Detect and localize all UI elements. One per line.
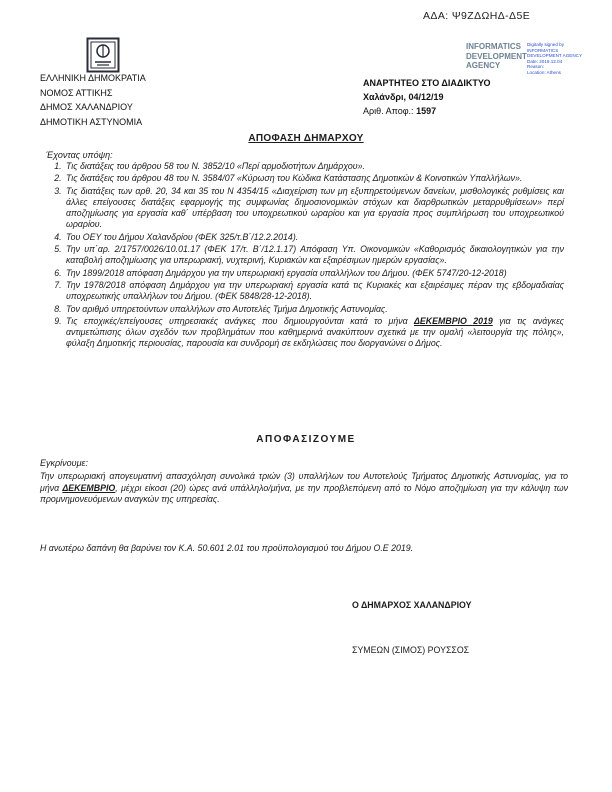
item-text: Του ΟΕΥ του Δήμου Χαλανδρίου (ΦΕΚ 325/τ.Β΄/12.2.2014). xyxy=(66,231,299,242)
item-text: Τις διατάξεις των αρθ. 20, 34 και 35 του Ν 4354/15 «Διαχείριση των μη εξυπηρετούμενων δανείων, μισθολογικές ρυθμίσεις και άλλες επείγουσες διατάξεις εφαρμογής της συμφωνίας δημοσιονομικών στόχων και διαρθρωτικών μεταρρυθμίσεων» περί αποζημίωσης για εργασία καθ΄ υπέρβαση του υποχρεωτικού ωραρίου και για εργασία προς συμπλήρωση του υποχρεωτικού ωραρίου. xyxy=(66,185,564,230)
item-text: Την 1899/2018 απόφαση Δημάρχου για την υπερωριακή εργασία υπαλλήλων του Δήμου. (ΦΕΚ 5747/20-12-2018) xyxy=(66,267,507,278)
authority-line: ΔΗΜΟΣ ΧΑΛΑΝΔΡΙΟΥ xyxy=(40,102,133,112)
budget-line: Η ανωτέρω δαπάνη θα βαρύνει τον Κ.Α. 50.601 2.01 του προϋπολογισμού του Δήμου Ο.Ε 2019. xyxy=(40,543,414,553)
item-text: Την 1978/2018 απόφαση Δημάρχου για την υπερωριακή εργασία κατά τις Κυριακές και εξαιρέσιμες πέραν της εβδομαδιαίας υποχρεωτικής υπαλλήλων του Δήμου. (ΦΕΚ 5848/28-12-2018). xyxy=(66,279,564,302)
ada-code: ΑΔΑ: Ψ9ΖΔΩΗΔ-Δ5Ε xyxy=(423,10,531,22)
consideration-item xyxy=(64,304,564,315)
decision-number-value: 1597 xyxy=(416,106,437,116)
signatory-name: ΣΥΜΕΩΝ (ΣΙΜΟΣ) ΡΟΥΣΣΟΣ xyxy=(352,645,470,655)
item-text: Την υπ΄αρ. 2/1757/0026/10.01.17 (ΦΕΚ 17/τ. Β΄/12.1.17) Απόφαση Υπ. Οικονομικών «Καθορισμός δικαιολογητικών για την καταβολή αποζημίωσης για υπερωριακή, νυχτερινή, Κυριακών και εξαιρέσιμων ημερών εργασίας». xyxy=(66,244,564,266)
approval-text: , μέχρι είκοσι (20) ώρες ανά υπάλληλο/μήνα, με την προβλεπόμενη από το Νόμο αποζημίωση για την κάλυψη των προμνημονευόμενων αναγκών της υπηρεσίας. xyxy=(40,482,568,504)
consideration-item xyxy=(64,173,564,184)
municipality-emblem-icon xyxy=(86,37,120,73)
decision-heading: ΑΠΟΦΑΣΙΖΟΥΜΕ xyxy=(256,434,356,445)
considerations-list xyxy=(46,161,564,351)
consideration-item xyxy=(64,268,564,279)
digital-signature-stamp: INFORMATICS DEVELOPMENT AGENCY xyxy=(466,42,527,70)
consideration-item xyxy=(64,232,564,243)
item-text: για τις ανάγκες αντιμετώπισης όλων σχεδόν των προβλημάτων που καθημερινά ανακύπτουν σχετικά με την ομαλή «λειτουργία της πόλης», φύλαξη Δημοτικής περιουσίας, παρουσία και συνδρομή σε εκδηλώσεις που διοργανώνει ο Δήμος. xyxy=(66,315,564,349)
place-and-date: Χαλάνδρι, 04/12/19 xyxy=(363,92,444,102)
considering-label: Έχοντας υπόψη: xyxy=(46,150,113,160)
approval-emphasis: ΔΕΚΕΜΒΡΙΟ xyxy=(62,482,116,493)
item-emphasis: ΔΕΚΕΜΒΡΙΟ 2019 xyxy=(414,315,493,326)
signature-detail-line: Reason: xyxy=(527,64,545,70)
approval-text: Την υπερωριακή απογευματινή απασχόληση συνολικά τριών (3) υπαλλήλων του Αυτοτελούς Τμήματος Δημοτικής Αστυνομίας, για το μήνα xyxy=(40,471,568,493)
publish-notice: ΑΝΑΡΤΗΤΕΟ ΣΤΟ ΔΙΑΔΙΚΤΥΟ xyxy=(363,78,491,88)
authority-line: ΝΟΜΟΣ ΑΤΤΙΚΗΣ xyxy=(40,87,113,98)
document-title: ΑΠΟΦΑΣΗ ΔΗΜΑΡΧΟΥ xyxy=(248,133,364,144)
consideration-item xyxy=(64,316,564,350)
signature-detail-line: Date: 2019.12.04 xyxy=(527,58,563,64)
consideration-item xyxy=(64,186,564,231)
consideration-item xyxy=(64,244,564,267)
signature-detail-line: Digitally signed by INFORMATICS DEVELOPMENT AGENCY xyxy=(527,42,583,59)
signature-detail-line: Location: Athens xyxy=(527,69,561,75)
issuing-authority-block xyxy=(40,71,146,129)
item-text: Τις διατάξεις του άρθρου 48 του Ν. 3584/07 «Κύρωση του Κώδικα Κατάστασης Δημοτικών & Κοινοτικών Υπαλλήλων». xyxy=(66,173,523,184)
authority-line: ΕΛΛΗΝΙΚΗ ΔΗΜΟΚΡΑΤΙΑ xyxy=(40,73,146,83)
approval-paragraph xyxy=(40,471,568,506)
approve-label: Εγκρίνουμε: xyxy=(40,458,88,468)
signatory-role: Ο ΔΗΜΑΡΧΟΣ ΧΑΛΑΝΔΡΙΟΥ xyxy=(352,600,472,610)
item-text: Τον αριθμό υπηρετούντων υπαλλήλων στο Αυτοτελές Τμήμα Δημοτικής Αστυνομίας. xyxy=(66,303,388,314)
item-text: Τις διατάξεις του άρθρου 58 του Ν. 3852/10 «Περί αρμοδιοτήτων Δημάρχου». xyxy=(66,161,365,171)
digital-signature-details xyxy=(527,42,589,76)
authority-line: ΔΗΜΟΤΙΚΗ ΑΣΤΥΝΟΜΙΑ xyxy=(40,116,143,127)
item-text: Τις εποχικές/επείγουσες υπηρεσιακές ανάγκες που δημιουργούνται κατά το μήνα xyxy=(66,315,415,326)
decision-number-label: Αριθ. Αποφ.: xyxy=(363,106,414,116)
consideration-item xyxy=(64,161,564,172)
consideration-item xyxy=(64,280,564,303)
decision-number-line xyxy=(363,106,436,116)
